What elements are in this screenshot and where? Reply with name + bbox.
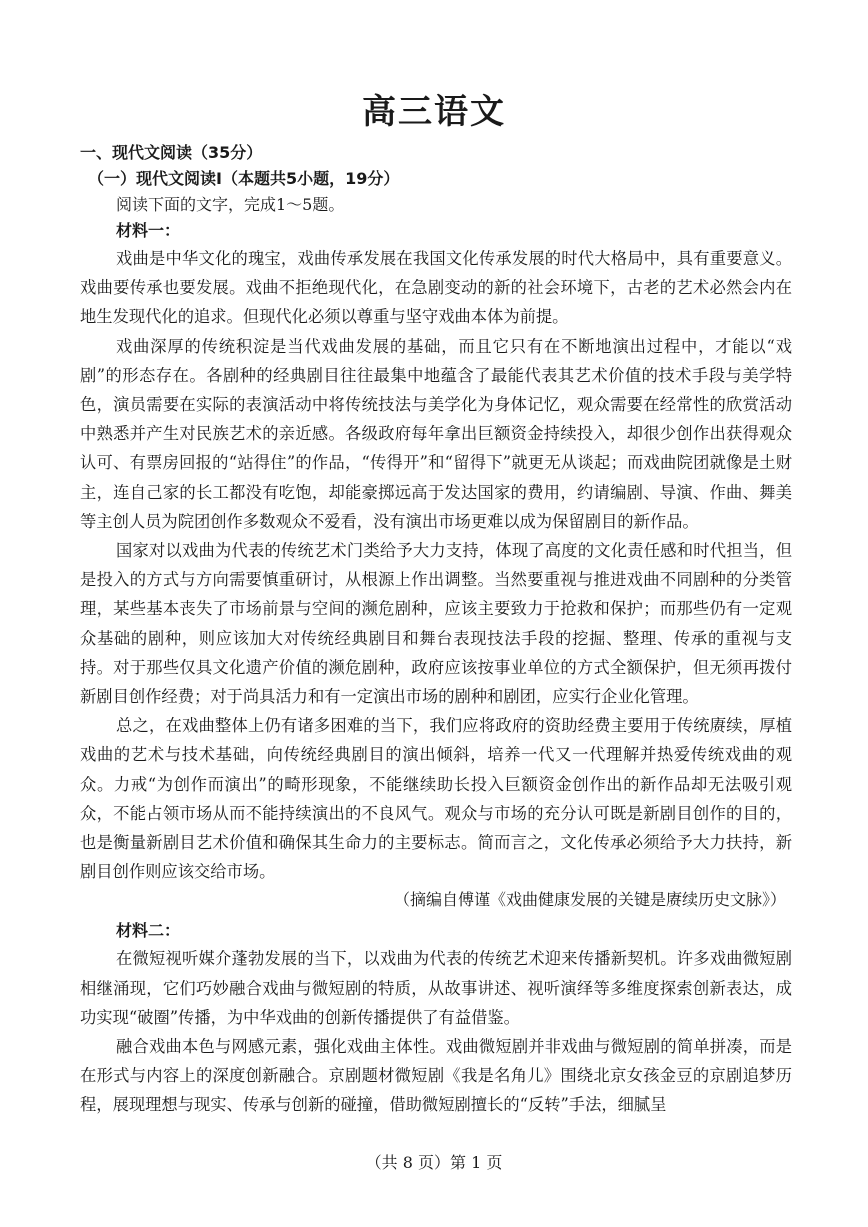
page-footer: （共 8 页）第 1 页	[365, 1153, 503, 1172]
page-title: 高三语文	[362, 92, 506, 132]
material-one-paragraph-3: 国家对以戏曲为代表的传统艺术门类给予大力支持，体现了高度的文化责任感和时代担当，但是投入的方式与方向需要慎重研讨，从根源上作出调整。当然要重视与推进戏曲不同剧种的分类管理，某些基本丧失了市场前景与空间的濒危剧种，应该主要致力于抢救和保护；而那些仍有一定观众基础的剧种，则应该加大对传统经典剧目和舞台表现技法手段的挖掘、整理、传承的重视与支持。对于那些仅具文化遗产价值的濒危剧种，政府应该按事业单位的方式全额保护，但无须再拨付新剧目创作经费；对于尚具活力和有一定演出市场的剧种和剧团，应实行企业化管理。	[80, 541, 792, 707]
material-one-source: （摘编自傅谨《戏曲健康发展的关键是赓续历史文脉》）	[393, 890, 786, 910]
subsection-heading: （一）现代文阅读I（本题共5小题，19分）	[88, 169, 400, 188]
material-one-label: 材料一：	[116, 221, 181, 240]
material-two-paragraph-2: 融合戏曲本色与网感元素，强化戏曲主体性。戏曲微短剧并非戏曲与微短剧的简单拼凑，而是在形式与内容上的深度创新融合。京剧题材微短剧《我是名角儿》围绕北京女孩金豆的京剧追梦历程，展现理想与现实、传承与创新的碰撞，借助微短剧擅长的“反转”手法，细腻呈	[80, 1037, 792, 1115]
material-two-label: 材料二：	[116, 921, 181, 941]
material-two-paragraph-1: 在微短视听媒介蓬勃发展的当下，以戏曲为代表的传统艺术迎来传播新契机。许多戏曲微短剧相继涌现，它们巧妙融合戏曲与微短剧的特质，从故事讲述、视听演绎等多维度探索创新表达，成功实现“破圈”传播，为中华戏曲的创新传播提供了有益借鉴。	[80, 949, 792, 1027]
material-one-paragraph-1: 戏曲是中华文化的瑰宝，戏曲传承发展在我国文化传承发展的时代大格局中，具有重要意义。戏曲要传承也要发展。戏曲不拒绝现代化，在急剧变动的新的社会环境下，古老的艺术必然会内在地生发现代化的追求。但现代化必须以尊重与坚守戏曲本体为前提。	[80, 249, 792, 327]
material-one-paragraph-4: 总之，在戏曲整体上仍有诸多困难的当下，我们应将政府的资助经费主要用于传统赓续，厚植戏曲的艺术与技术基础，向传统经典剧目的演出倾斜，培养一代又一代理解并热爱传统戏曲的观众。力戒“为创作而演出”的畸形现象，不能继续助长投入巨额资金创作出的新作品却无法吸引观众，不能占领市场从而不能持续演出的不良风气。观众与市场的充分认可既是新剧目创作的目的，也是衡量新剧目艺术价值和确保其生命力的主要标志。简而言之，文化传承必须给予大力扶持，新剧目创作则应该交给市场。	[80, 716, 792, 882]
reading-instruction: 阅读下面的文字，完成1～5题。	[116, 195, 345, 214]
page-content	[80, 140, 792, 1120]
section-heading: 一、现代文阅读（35分）	[80, 143, 263, 162]
material-one-paragraph-2: 戏曲深厚的传统积淀是当代戏曲发展的基础，而且它只有在不断地演出过程中，才能以“戏剧”的形态存在。各剧种的经典剧目往往最集中地蕴含了最能代表其艺术价值的技术手段与美学特色，演员需要在实际的表演活动中将传统技法与美学化为身体记忆，观众需要在经常性的欣赏活动中熟悉并产生对民族艺术的亲近感。各级政府每年拿出巨额资金持续投入，却很少创作出获得观众认可、有票房回报的“站得住”的作品，“传得开”和“留得下”就更无从谈起；而戏曲院团就像是土财主，连自己家的长工都没有吃饱，却能豪掷远高于发达国家的费用，约请编剧、导演、作曲、舞美等主创人员为院团创作多数观众不爱看，没有演出市场更难以成为保留剧目的新作品。	[80, 336, 792, 531]
